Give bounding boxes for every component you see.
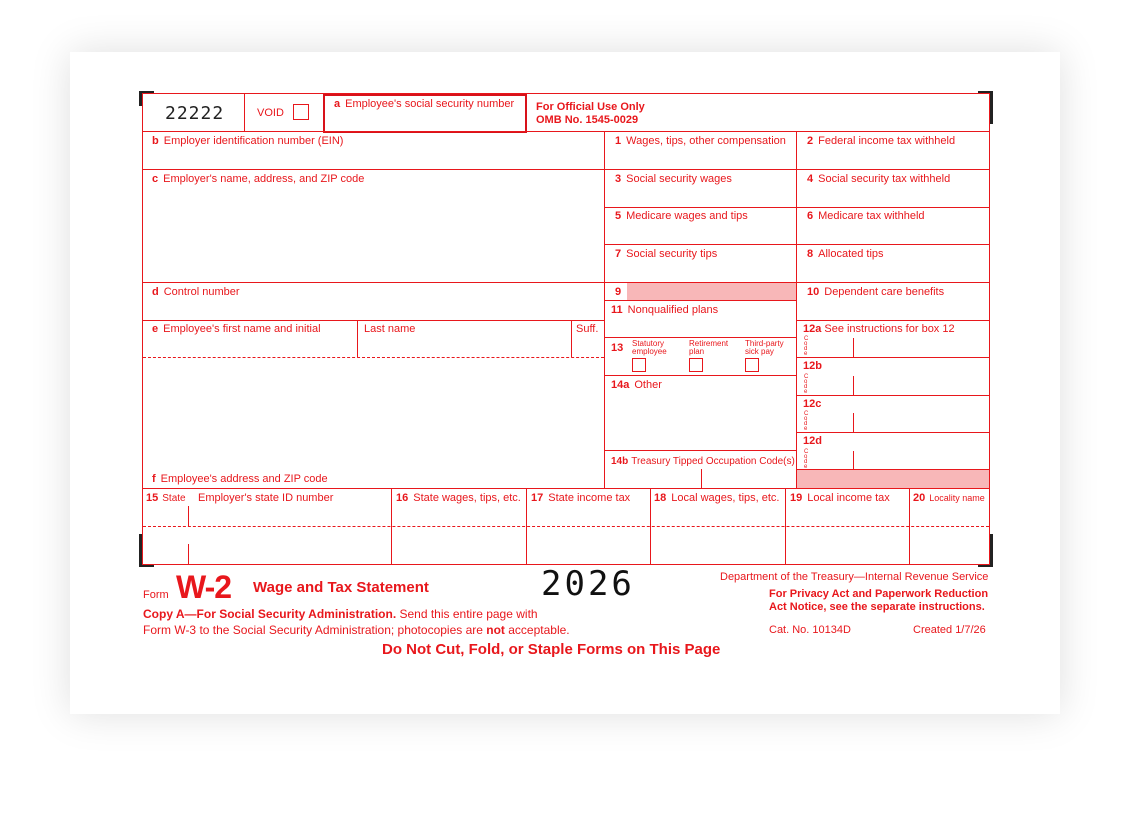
void-label: VOID — [257, 107, 284, 119]
employee-address-label: f Employee's address and ZIP code — [152, 473, 328, 485]
form-name: W-2 — [176, 569, 232, 605]
box18-label: 18 Local wages, tips, etc. — [654, 492, 780, 504]
box20-label: 20 Locality name — [913, 492, 985, 504]
box5-label: 5 Medicare wages and tips — [615, 210, 748, 222]
control-number-label: d Control number — [152, 286, 240, 298]
box12a-code-letters: Code — [804, 336, 809, 357]
box14a-label: 14a Other — [611, 379, 662, 391]
tax-year: 2026 — [541, 564, 635, 604]
retirement-plan-label: Retirement plan — [689, 339, 729, 356]
box12-shaded — [797, 470, 989, 488]
catalog-number: Cat. No. 10134D — [769, 624, 851, 636]
box17-label: 17 State income tax — [531, 492, 631, 504]
box7-label: 7 Social security tips — [615, 248, 718, 260]
copy-a-line: Copy A—For Social Security Administration. Send this entire page with — [143, 607, 538, 621]
box12b-code-letters: Code — [804, 374, 809, 395]
third-party-sick-pay-label: Third-party sick pay — [745, 339, 784, 356]
form-title: Wage and Tax Statement — [253, 579, 429, 596]
box13-label: 13 — [611, 342, 624, 354]
form-word: Form — [143, 589, 169, 601]
box9-label: 9 — [615, 286, 622, 298]
privacy-notice-2: Act Notice, see the separate instructions. — [769, 601, 985, 613]
box12c-code-letters: Code — [804, 411, 809, 432]
box16-label: 16 State wages, tips, etc. — [396, 492, 521, 504]
box1-label: 1 Wages, tips, other compensation — [615, 135, 786, 147]
box12b-label: 12b — [803, 360, 822, 372]
box9-shaded — [627, 283, 796, 300]
box12d-label: 12d — [803, 435, 822, 447]
form-code: 22222 — [165, 103, 225, 124]
treasury-dept: Department of the Treasury—Internal Revenue Service — [720, 571, 989, 583]
box15-label: 15 State — [146, 492, 186, 504]
privacy-notice-1: For Privacy Act and Paperwork Reduction — [769, 588, 989, 600]
box12a-label: 12a See instructions for box 12 — [803, 323, 955, 335]
employer-name-label: c Employer's name, address, and ZIP code — [152, 173, 365, 185]
statutory-employee-checkbox[interactable] — [632, 358, 646, 372]
box14b-label: 14b Treasury Tipped Occupation Code(s) — [611, 456, 795, 467]
box11-label: 11 Nonqualified plans — [611, 304, 719, 316]
last-name-label: Last name — [364, 323, 416, 335]
official-use: For Official Use Only — [536, 101, 645, 113]
box3-label: 3 Social security wages — [615, 173, 732, 185]
w3-instructions: Form W-3 to the Social Security Administration; photocopies are not acceptable. — [143, 623, 570, 637]
ein-label: b Employer identification number (EIN) — [152, 135, 344, 147]
box19-label: 19 Local income tax — [790, 492, 890, 504]
box12c-label: 12c — [803, 398, 822, 410]
created-date: Created 1/7/26 — [913, 624, 986, 636]
employee-first-name-label: e Employee's first name and initial — [152, 323, 321, 335]
retirement-plan-checkbox[interactable] — [689, 358, 703, 372]
box8-label: 8 Allocated tips — [807, 248, 884, 260]
box4-label: 4 Social security tax withheld — [807, 173, 951, 185]
box6-label: 6 Medicare tax withheld — [807, 210, 925, 222]
suffix-label: Suff. — [576, 323, 599, 335]
ssn-field[interactable]: a Employee's social security number — [323, 94, 527, 133]
w2-form-grid — [142, 93, 990, 565]
box10-label: 10 Dependent care benefits — [807, 286, 945, 298]
third-party-sick-pay-checkbox[interactable] — [745, 358, 759, 372]
box12d-code-letters: Code — [804, 449, 809, 470]
box2-label: 2 Federal income tax withheld — [807, 135, 956, 147]
void-checkbox[interactable] — [293, 104, 309, 120]
statutory-employee-label: Statutory employee — [632, 339, 667, 356]
employer-state-id-label: Employer's state ID number — [198, 492, 334, 504]
omb-number: OMB No. 1545-0029 — [536, 114, 639, 126]
do-not-cut-warning: Do Not Cut, Fold, or Staple Forms on This Page — [382, 641, 721, 658]
